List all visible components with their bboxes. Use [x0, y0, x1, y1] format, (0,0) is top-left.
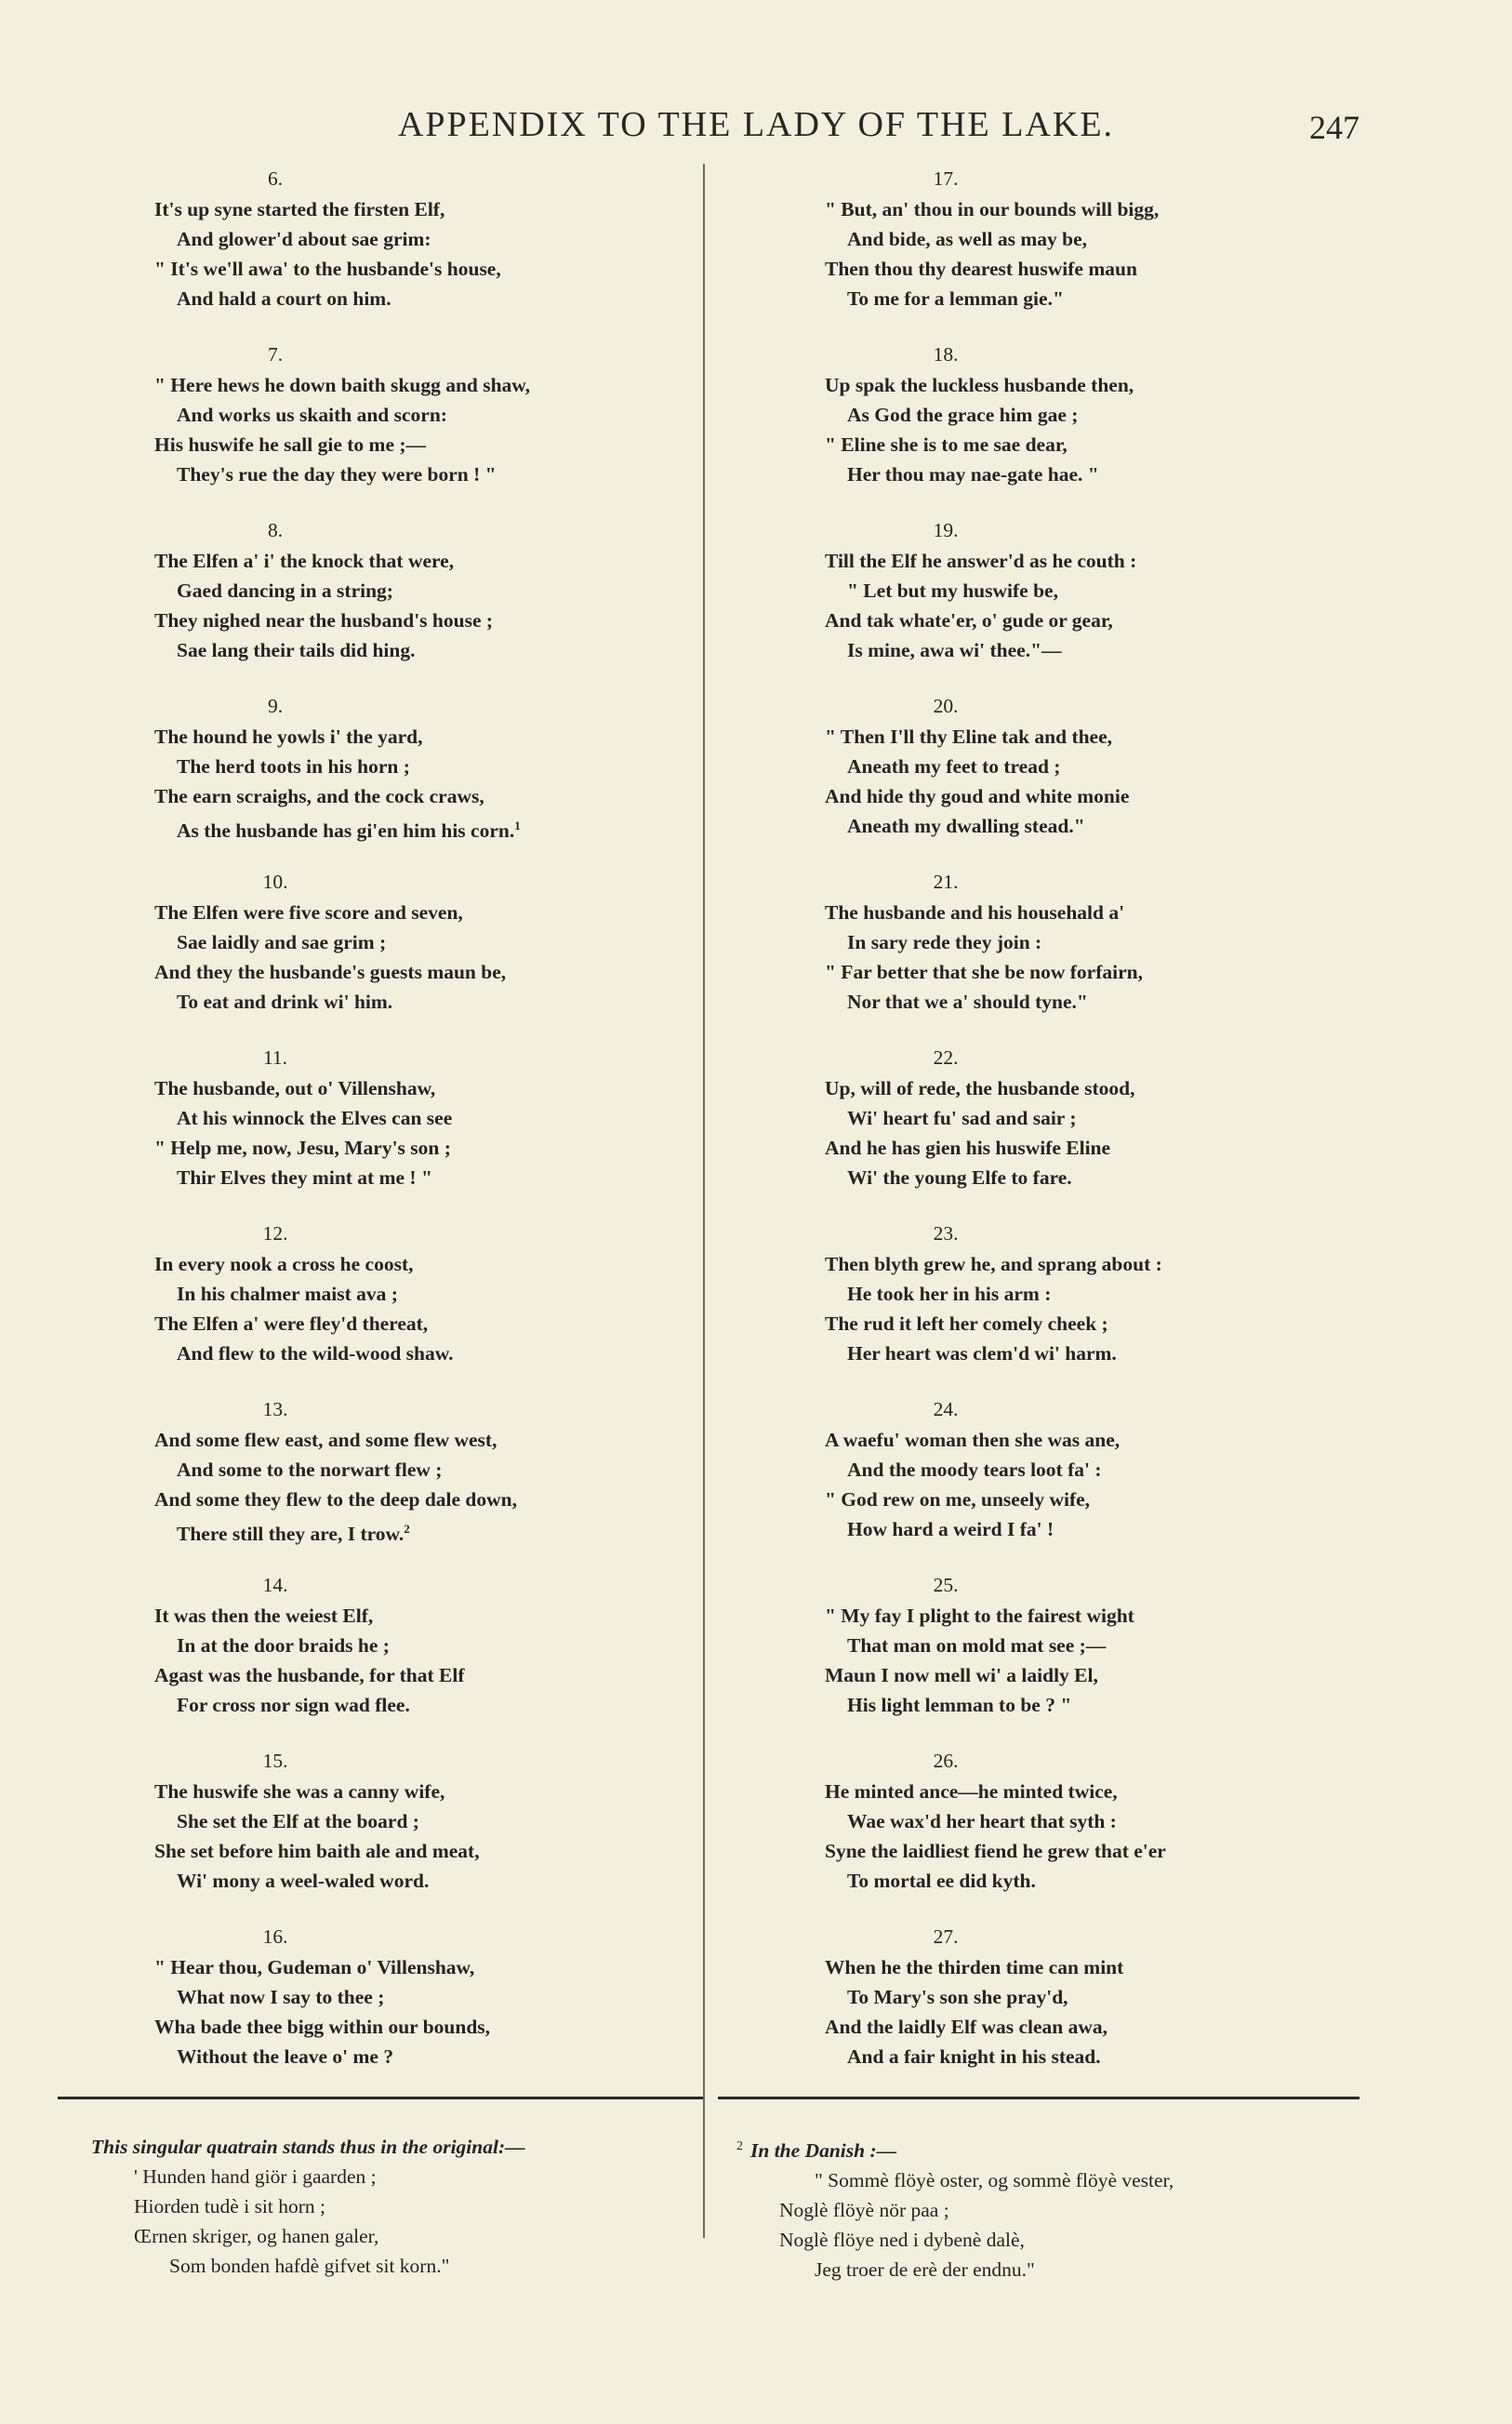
verse-text: His huswife he sall gie to me ;— — [154, 433, 427, 456]
stanza — [154, 164, 731, 340]
verse-text: The Elfen a' i' the knock that were, — [154, 550, 455, 572]
verse-line — [154, 898, 731, 927]
stanza — [825, 515, 1308, 691]
verse-text: " Far better that she be now forfairn, — [825, 961, 1143, 983]
verse-text: And glower'd about sae grim: — [177, 228, 431, 250]
verse-line — [154, 1279, 731, 1309]
stanza-number: 12. — [262, 1222, 288, 1245]
verse-line — [825, 2042, 1308, 2071]
verse-line — [154, 927, 731, 957]
stanza — [154, 340, 731, 515]
verse-text: And the moody tears loot fa' : — [847, 1458, 1102, 1481]
verse-text: And a fair knight in his stead. — [847, 2045, 1101, 2068]
verse-line — [825, 1631, 1308, 1660]
verse-text: " But, an' thou in our bounds will bigg, — [825, 198, 1160, 220]
verse-line — [154, 1425, 731, 1455]
verse-text: And they the husbande's guests maun be, — [154, 961, 507, 983]
stanza-number: 21. — [933, 871, 959, 893]
verse-line — [825, 194, 1308, 224]
verse-text: " My fay I plight to the fairest wight — [825, 1605, 1134, 1627]
verse-line — [825, 1073, 1308, 1103]
verse-line — [825, 1601, 1308, 1631]
stanza-number: 10. — [262, 871, 288, 893]
stanza-number: 15. — [262, 1750, 288, 1772]
footnote-line: Noglè flöyè nör paa ; — [779, 2199, 949, 2222]
verse-text: How hard a weird I fa' ! — [847, 1518, 1054, 1540]
verse-line — [825, 400, 1308, 430]
verse-line — [154, 1163, 731, 1192]
verse-line — [825, 957, 1308, 987]
verse-line — [154, 1866, 731, 1896]
verse-line — [154, 1073, 731, 1103]
footnote-line: Som bonden hafdè gifvet sit korn." — [169, 2255, 450, 2277]
verse-text: Up spak the luckless husbande then, — [825, 374, 1134, 396]
verse-line — [825, 635, 1308, 665]
verse-text: Thir Elves they mint at me ! " — [177, 1166, 432, 1189]
verse-line — [154, 1806, 731, 1836]
footnote-line: ' Hunden hand giör i gaarden ; — [134, 2165, 377, 2188]
verse-line — [154, 1133, 731, 1163]
verse-text: And some flew east, and some flew west, — [154, 1429, 497, 1451]
right-column — [825, 164, 1308, 2098]
verse-text: " Hear thou, Gudeman o' Villenshaw, — [154, 1956, 475, 1978]
footnote-marker: 2 — [404, 1522, 410, 1536]
stanza — [825, 1570, 1308, 1746]
verse-text: And works us skaith and scorn: — [177, 404, 447, 426]
verse-line — [825, 1425, 1308, 1455]
stanza — [154, 1043, 731, 1219]
stanza — [825, 1922, 1308, 2098]
verse-line — [825, 546, 1308, 576]
verse-text: The husbande, out o' Villenshaw, — [154, 1077, 436, 1099]
verse-line — [825, 370, 1308, 400]
verse-line — [154, 606, 731, 635]
verse-text: Aneath my dwalling stead." — [847, 815, 1085, 837]
verse-text: When he the thirden time can mint — [825, 1956, 1124, 1978]
verse-text: Wi' mony a weel-waled word. — [177, 1870, 430, 1892]
verse-text: " Here hews he down baith skugg and shaw, — [154, 374, 531, 396]
verse-line — [154, 1690, 731, 1720]
verse-text: Wi' the young Elfe to fare. — [847, 1166, 1072, 1189]
column-divider — [703, 164, 705, 2238]
verse-text: The hound he yowls i' the yard, — [154, 726, 423, 748]
verse-line — [154, 1952, 731, 1982]
verse-line — [825, 1455, 1308, 1485]
verse-text: As God the grace him gae ; — [847, 404, 1079, 426]
verse-text: Without the leave o' me ? — [177, 2045, 394, 2068]
verse-text: In every nook a cross he coost, — [154, 1253, 414, 1275]
verse-text: And the laidly Elf was clean awa, — [825, 2016, 1108, 2038]
verse-text: She set the Elf at the board ; — [177, 1810, 419, 1832]
verse-line — [154, 1103, 731, 1133]
verse-text: Is mine, awa wi' thee."— — [847, 639, 1062, 661]
verse-line — [825, 927, 1308, 957]
stanza — [825, 1043, 1308, 1219]
stanza — [154, 515, 731, 691]
verse-line — [154, 224, 731, 254]
verse-text: And flew to the wild-wood shaw. — [177, 1342, 454, 1365]
verse-line — [825, 1660, 1308, 1690]
footnote-line: Noglè flöye ned i dybenè dalè, — [779, 2229, 1025, 2252]
verse-line — [154, 781, 731, 811]
stanza — [154, 1746, 731, 1922]
verse-line — [825, 1309, 1308, 1339]
verse-text: It's up syne started the firsten Elf, — [154, 198, 445, 220]
verse-line — [154, 370, 731, 400]
verse-text: The huswife she was a canny wife, — [154, 1780, 445, 1803]
page-number: 247 — [1309, 109, 1359, 146]
verse-line — [825, 1806, 1308, 1836]
verse-line — [154, 254, 731, 284]
verse-line — [154, 1982, 731, 2012]
stanza-number: 9. — [267, 695, 284, 717]
verse-text: They nighed near the husband's house ; — [154, 609, 494, 632]
verse-line — [154, 1339, 731, 1368]
verse-line — [825, 459, 1308, 489]
verse-text: And hide thy goud and white monie — [825, 785, 1130, 807]
left-column — [154, 164, 731, 2098]
verse-text: The Elfen were five score and seven, — [154, 901, 463, 924]
verse-line — [154, 1777, 731, 1806]
verse-line — [825, 781, 1308, 811]
verse-text: In his chalmer maist ava ; — [177, 1283, 398, 1305]
stanza-number: 26. — [933, 1750, 959, 1772]
verse-line — [825, 1952, 1308, 1982]
stanza — [154, 1394, 731, 1570]
verse-text: " God rew on me, unseely wife, — [825, 1488, 1091, 1511]
verse-line — [825, 1339, 1308, 1368]
verse-line — [154, 1660, 731, 1690]
footnote-rule-left — [58, 2097, 703, 2099]
verse-line — [154, 459, 731, 489]
verse-line — [154, 400, 731, 430]
footnote-line: Œrnen skriger, og hanen galer, — [134, 2225, 379, 2247]
verse-text: They's rue the day they were born ! " — [177, 463, 497, 486]
verse-line — [825, 254, 1308, 284]
verse-line — [825, 2012, 1308, 2042]
footnote-rule-right — [718, 2097, 1359, 2099]
verse-line — [825, 1982, 1308, 2012]
verse-line — [825, 576, 1308, 606]
stanza-number: 8. — [267, 519, 284, 541]
verse-text: What now I say to thee ; — [177, 1986, 385, 2008]
verse-text: To Mary's son she pray'd, — [847, 1986, 1068, 2008]
verse-line — [154, 1631, 731, 1660]
verse-line — [825, 606, 1308, 635]
verse-text: In sary rede they join : — [847, 931, 1042, 953]
verse-text: Her heart was clem'd wi' harm. — [847, 1342, 1117, 1365]
stanza — [825, 1746, 1308, 1922]
verse-text: A waefu' woman then she was ane, — [825, 1429, 1121, 1451]
verse-text: Sae laidly and sae grim ; — [177, 931, 387, 953]
footnote-left — [91, 2132, 668, 2281]
verse-text: Agast was the husbande, for that Elf — [154, 1664, 465, 1686]
verse-line — [825, 987, 1308, 1017]
stanza — [825, 1394, 1308, 1570]
stanza-number: 18. — [933, 343, 959, 366]
stanza-number: 7. — [267, 343, 284, 366]
verse-text: The herd toots in his horn ; — [177, 755, 410, 778]
stanza — [825, 164, 1308, 340]
stanza-number: 17. — [933, 167, 959, 190]
verse-text: Sae lang their tails did hing. — [177, 639, 416, 661]
verse-text: And tak whate'er, o' gude or gear, — [825, 609, 1113, 632]
stanza-number: 16. — [262, 1925, 288, 1948]
verse-line — [825, 284, 1308, 313]
verse-line — [154, 194, 731, 224]
verse-line — [154, 635, 731, 665]
running-header — [0, 104, 1512, 151]
stanza-number: 24. — [933, 1398, 959, 1420]
verse-text: Aneath my feet to tread ; — [847, 755, 1061, 778]
verse-text: Wi' heart fu' sad and sair ; — [847, 1107, 1077, 1129]
verse-line — [154, 722, 731, 752]
verse-line — [154, 2012, 731, 2042]
verse-text: In at the door braids he ; — [177, 1634, 390, 1657]
verse-line — [825, 752, 1308, 781]
verse-text: Up, will of rede, the husbande stood, — [825, 1077, 1135, 1099]
verse-text: That man on mold mat see ;— — [847, 1634, 1107, 1657]
verse-text: " Help me, now, Jesu, Mary's son ; — [154, 1137, 451, 1159]
footnote-line: Hiorden tudè i sit horn ; — [134, 2195, 326, 2218]
stanza — [154, 1219, 731, 1394]
verse-text: Till the Elf he answer'd as he couth : — [825, 550, 1137, 572]
stanza-number: 22. — [933, 1046, 959, 1069]
verse-line — [825, 1514, 1308, 1544]
verse-line — [825, 898, 1308, 927]
verse-text: The husbande and his househald a' — [825, 901, 1125, 924]
verse-text: He minted ance—he minted twice, — [825, 1780, 1118, 1803]
verse-text: To me for a lemman gie." — [847, 287, 1064, 310]
verse-line — [825, 1249, 1308, 1279]
stanza — [825, 340, 1308, 515]
stanza — [825, 691, 1308, 867]
verse-text: And bide, as well as may be, — [847, 228, 1088, 250]
verse-line — [825, 224, 1308, 254]
verse-text: It was then the weiest Elf, — [154, 1605, 374, 1627]
verse-line — [154, 1455, 731, 1485]
footnote-intro-text: In the Danish :— — [750, 2139, 897, 2163]
verse-text: And some they flew to the deep dale down, — [154, 1488, 517, 1511]
verse-text: " It's we'll awa' to the husbande's house, — [154, 258, 501, 280]
stanza — [154, 691, 731, 867]
verse-text: She set before him baith ale and meat, — [154, 1840, 480, 1862]
verse-line — [154, 752, 731, 781]
footnote-line: Jeg troer de erè der endnu." — [815, 2258, 1035, 2282]
verse-line — [154, 430, 731, 459]
verse-text: Maun I now mell wi' a laidly El, — [825, 1664, 1098, 1686]
verse-line — [154, 811, 731, 846]
verse-text: Gaed dancing in a string; — [177, 579, 393, 602]
verse-line — [154, 546, 731, 576]
verse-text: " Then I'll thy Eline tak and thee, — [825, 726, 1113, 748]
verse-line — [825, 1690, 1308, 1720]
stanza-number: 13. — [262, 1398, 288, 1420]
verse-line — [825, 722, 1308, 752]
verse-line — [154, 284, 731, 313]
verse-line — [154, 576, 731, 606]
verse-line — [825, 1777, 1308, 1806]
verse-text: Then thou thy dearest huswife maun — [825, 258, 1137, 280]
verse-text: " Let but my huswife be, — [847, 579, 1058, 602]
verse-text: " Eline she is to me sae dear, — [825, 433, 1068, 456]
stanza-number: 19. — [933, 519, 959, 541]
verse-text: To mortal ee did kyth. — [847, 1870, 1036, 1892]
verse-line — [154, 957, 731, 987]
verse-text: To eat and drink wi' him. — [177, 991, 393, 1013]
verse-text: Her thou may nae-gate hae. " — [847, 463, 1099, 486]
running-title: APPENDIX TO THE LADY OF THE LAKE. — [397, 105, 1115, 144]
verse-line — [825, 1485, 1308, 1514]
footnote-intro — [736, 2132, 1332, 2165]
verse-line — [154, 1836, 731, 1866]
verse-text: Syne the laidliest fiend he grew that e'er — [825, 1840, 1166, 1862]
stanza-number: 27. — [933, 1925, 959, 1948]
verse-text: And hald a court on him. — [177, 287, 391, 310]
stanza — [154, 1922, 731, 2098]
verse-line — [825, 1163, 1308, 1192]
stanza-number: 25. — [933, 1574, 959, 1596]
verse-line — [825, 1133, 1308, 1163]
verse-text: For cross nor sign wad flee. — [177, 1694, 410, 1716]
verse-line — [825, 1279, 1308, 1309]
verse-text: Nor that we a' should tyne." — [847, 991, 1088, 1013]
verse-text: As the husbande has gi'en him his corn. — [177, 819, 515, 843]
verse-text: Wha bade thee bigg within our bounds, — [154, 2016, 491, 2038]
stanza — [154, 867, 731, 1043]
verse-line — [154, 1249, 731, 1279]
stanza — [154, 1570, 731, 1746]
footnote-marker: 2 — [736, 2139, 743, 2153]
verse-line — [154, 1309, 731, 1339]
verse-line — [154, 1485, 731, 1514]
stanza-number: 20. — [933, 695, 959, 717]
stanza-number: 14. — [262, 1574, 288, 1596]
verse-line — [825, 811, 1308, 841]
footnote-intro: This singular quatrain stands thus in the original:— — [91, 2136, 525, 2158]
verse-text: His light lemman to be ? " — [847, 1694, 1072, 1716]
verse-text: He took her in his arm : — [847, 1283, 1052, 1305]
verse-line — [154, 1514, 731, 1549]
verse-text: There still they are, I trow. — [177, 1523, 405, 1546]
verse-line — [154, 987, 731, 1017]
footnote-line: " Sommè flöyè oster, og sommè flöyè vester, — [815, 2169, 1174, 2192]
verse-text: The earn scraighs, and the cock craws, — [154, 785, 484, 807]
verse-text: Then blyth grew he, and sprang about : — [825, 1253, 1162, 1275]
verse-line — [154, 2042, 731, 2071]
stanza — [825, 1219, 1308, 1394]
verse-text: The Elfen a' were fley'd thereat, — [154, 1312, 429, 1335]
stanza-number: 23. — [933, 1222, 959, 1245]
footnote-right — [736, 2132, 1332, 2284]
verse-line — [825, 1866, 1308, 1896]
verse-text: At his winnock the Elves can see — [177, 1107, 453, 1129]
stanza — [825, 867, 1308, 1043]
footnote-marker: 1 — [514, 819, 521, 832]
stanza-number: 11. — [262, 1046, 288, 1069]
verse-text: The rud it left her comely cheek ; — [825, 1312, 1108, 1335]
verse-line — [825, 1103, 1308, 1133]
stanza-number: 6. — [267, 167, 284, 190]
verse-line — [154, 1601, 731, 1631]
verse-line — [825, 1836, 1308, 1866]
verse-text: And some to the norwart flew ; — [177, 1458, 443, 1481]
verse-text: And he has gien his huswife Eline — [825, 1137, 1111, 1159]
verse-line — [825, 430, 1308, 459]
verse-text: Wae wax'd her heart that syth : — [847, 1810, 1117, 1832]
